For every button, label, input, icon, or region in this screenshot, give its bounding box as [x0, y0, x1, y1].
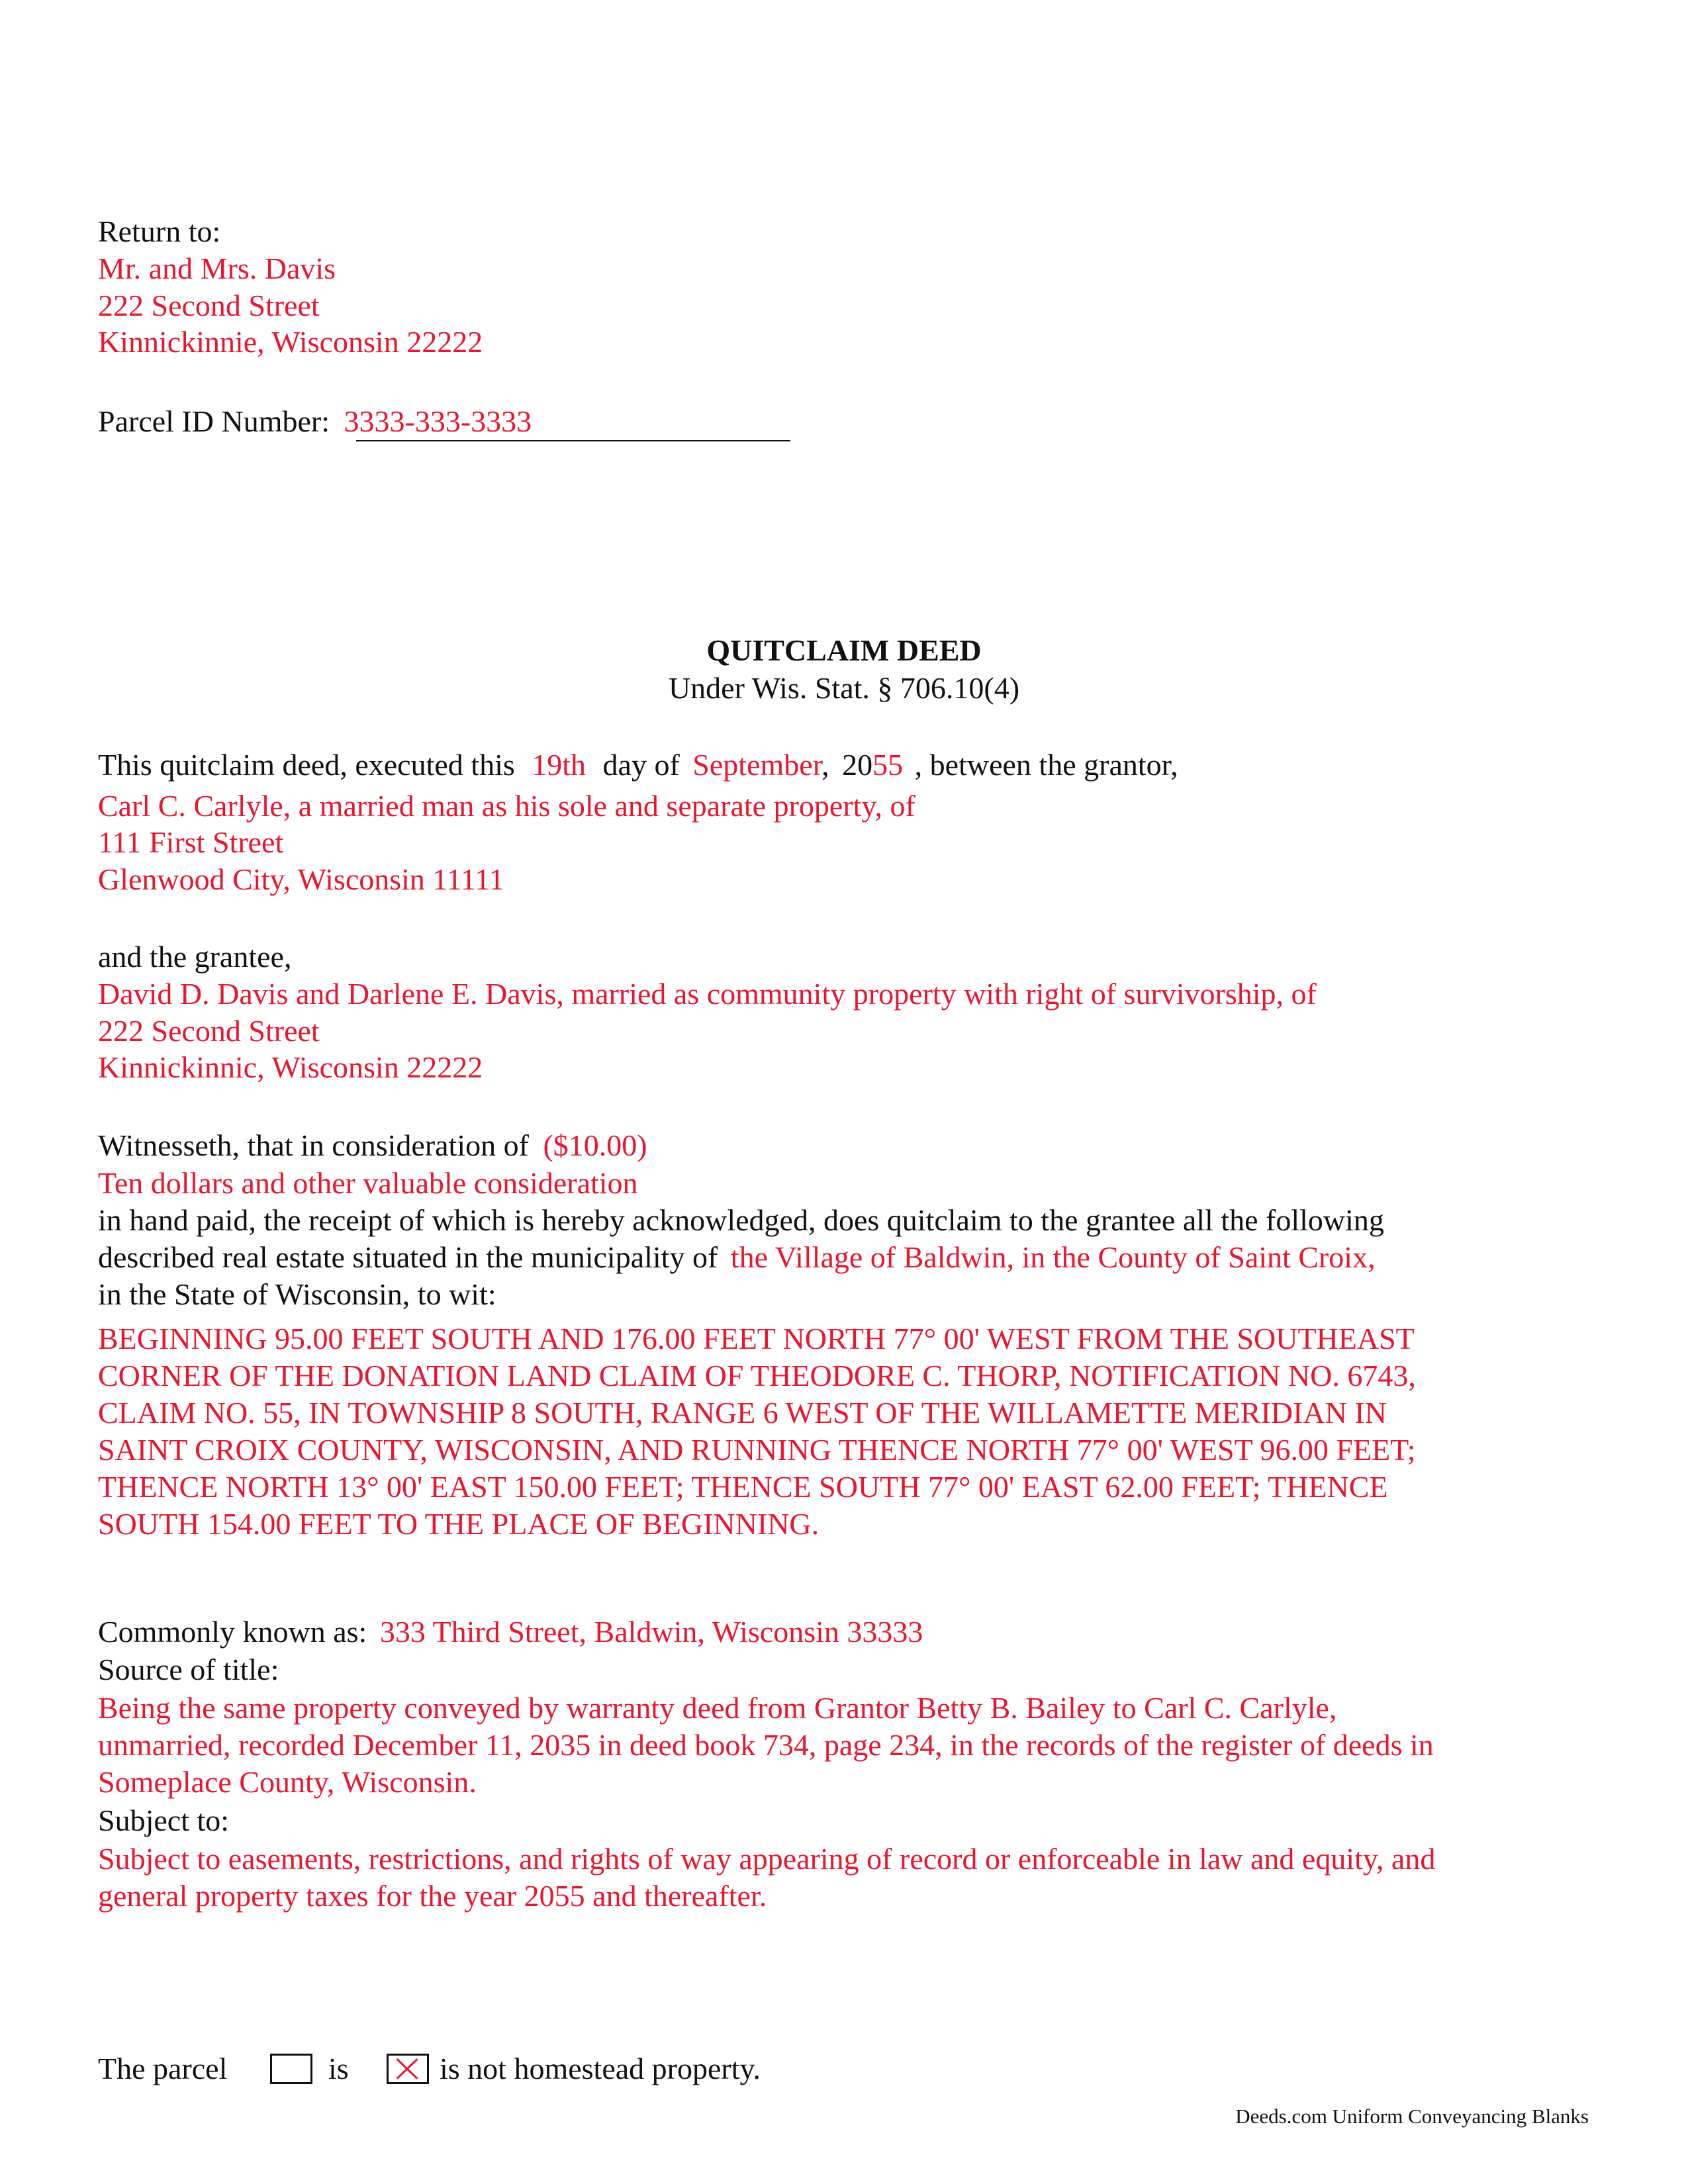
consideration-text-3: in the State of Wisconsin, to wit: [98, 1277, 496, 1311]
legal-description-line: SAINT CROIX COUNTY, WISCONSIN, AND RUNNING THENCE NORTH 77° 00' WEST 96.00 FEET; [98, 1433, 1416, 1467]
homestead-intro: The parcel [98, 2052, 228, 2085]
commonly-known-row [98, 1614, 923, 1651]
consideration-text-1: in hand paid, the receipt of which is hereby acknowledged, does quitclaim to the grantee all the following [98, 1203, 1384, 1237]
subject-to-line: Subject to easements, restrictions, and rights of way appearing of record or enforceable in law and equity, and [98, 1842, 1436, 1876]
grantor-name: Carl C. Carlyle, a married man as his sole and separate property, of [98, 789, 915, 823]
execution-day: 19th [532, 748, 586, 782]
homestead-is-not-label: is not homestead property. [440, 2052, 761, 2085]
footer-brand: Deeds.com Uniform Conveyancing Blanks [1235, 2105, 1589, 2128]
subject-to-line: general property taxes for the year 2055 and thereafter. [98, 1879, 767, 1913]
consideration-words: Ten dollars and other valuable consideration [98, 1166, 638, 1200]
parcel-id-value: 3333-333-3333 [344, 404, 532, 438]
deed-statute: Under Wis. Stat. § 706.10(4) [668, 671, 1020, 705]
homestead-is-label: is [328, 2052, 349, 2085]
consideration-amount: ($10.00) [543, 1128, 647, 1162]
source-of-title-line: Being the same property conveyed by warranty deed from Grantor Betty B. Bailey to Carl C. Carlyle, [98, 1691, 1337, 1725]
parcel-id-row [98, 403, 532, 440]
grantor-street: 111 First Street [98, 825, 284, 859]
parcel-id-underline [356, 440, 790, 441]
grantee-street: 222 Second Street [98, 1014, 320, 1048]
execution-day-of: day of [602, 748, 680, 782]
execution-intro: This quitclaim deed, executed this [98, 748, 515, 782]
source-of-title-line: unmarried, recorded December 11, 2035 in deed book 734, page 234, in the records of the register of deeds in [98, 1728, 1434, 1762]
legal-description-line: CLAIM NO. 55, IN TOWNSHIP 8 SOUTH, RANGE 6 WEST OF THE WILLAMETTE MERIDIAN IN [98, 1396, 1387, 1430]
consideration-line [98, 1127, 647, 1164]
execution-line [98, 747, 1178, 784]
source-of-title-label: Source of title: [98, 1653, 279, 1686]
consideration-intro: Witnesseth, that in consideration of [98, 1128, 529, 1162]
execution-month: September [692, 748, 822, 782]
grantee-name: David D. Davis and Darlene E. Davis, married as community property with right of survivorship, of [98, 977, 1317, 1011]
legal-description-line: THENCE NORTH 13° 00' EAST 150.00 FEET; THENCE SOUTH 77° 00' EAST 62.00 FEET; THENCE [98, 1470, 1388, 1504]
legal-description-line: BEGINNING 95.00 FEET SOUTH AND 176.00 FEET NORTH 77° 00' WEST FROM THE SOUTHEAST [98, 1322, 1415, 1355]
return-to-label: Return to: [98, 214, 221, 248]
legal-description-line: CORNER OF THE DONATION LAND CLAIM OF THEODORE C. THORP, NOTIFICATION NO. 6743, [98, 1359, 1416, 1392]
commonly-known-value: 333 Third Street, Baldwin, Wisconsin 33333 [379, 1615, 923, 1649]
return-to-name: Mr. and Mrs. Davis [98, 251, 336, 285]
execution-between: , between the grantor, [914, 748, 1178, 782]
return-to-street: 222 Second Street [98, 289, 320, 322]
checkbox-x-icon [389, 2056, 427, 2082]
grantee-city: Kinnickinnic, Wisconsin 22222 [98, 1050, 483, 1084]
execution-year-suffix: 55 [872, 748, 904, 782]
municipality: the Village of Baldwin, in the County of Saint Croix, [730, 1240, 1376, 1274]
deed-title: QUITCLAIM DEED [706, 633, 982, 667]
parcel-id-label: Parcel ID Number: [98, 404, 330, 438]
homestead-is-checkbox[interactable] [270, 2054, 312, 2084]
legal-description-line: SOUTH 154.00 FEET TO THE PLACE OF BEGINNING. [98, 1507, 820, 1541]
grantor-city: Glenwood City, Wisconsin 11111 [98, 862, 504, 896]
consideration-text-2: described real estate situated in the municipality of [98, 1240, 718, 1274]
execution-comma: , [821, 748, 829, 782]
commonly-known-label: Commonly known as: [98, 1615, 367, 1649]
source-of-title-line: Someplace County, Wisconsin. [98, 1765, 477, 1799]
return-to-city: Kinnickinnie, Wisconsin 22222 [98, 325, 483, 359]
grantee-label: and the grantee, [98, 940, 292, 974]
consideration-text-2-row [98, 1239, 1376, 1276]
subject-to-label: Subject to: [98, 1803, 230, 1837]
homestead-is-not-checkbox[interactable] [387, 2054, 429, 2084]
execution-year-prefix: 20 [842, 748, 873, 782]
